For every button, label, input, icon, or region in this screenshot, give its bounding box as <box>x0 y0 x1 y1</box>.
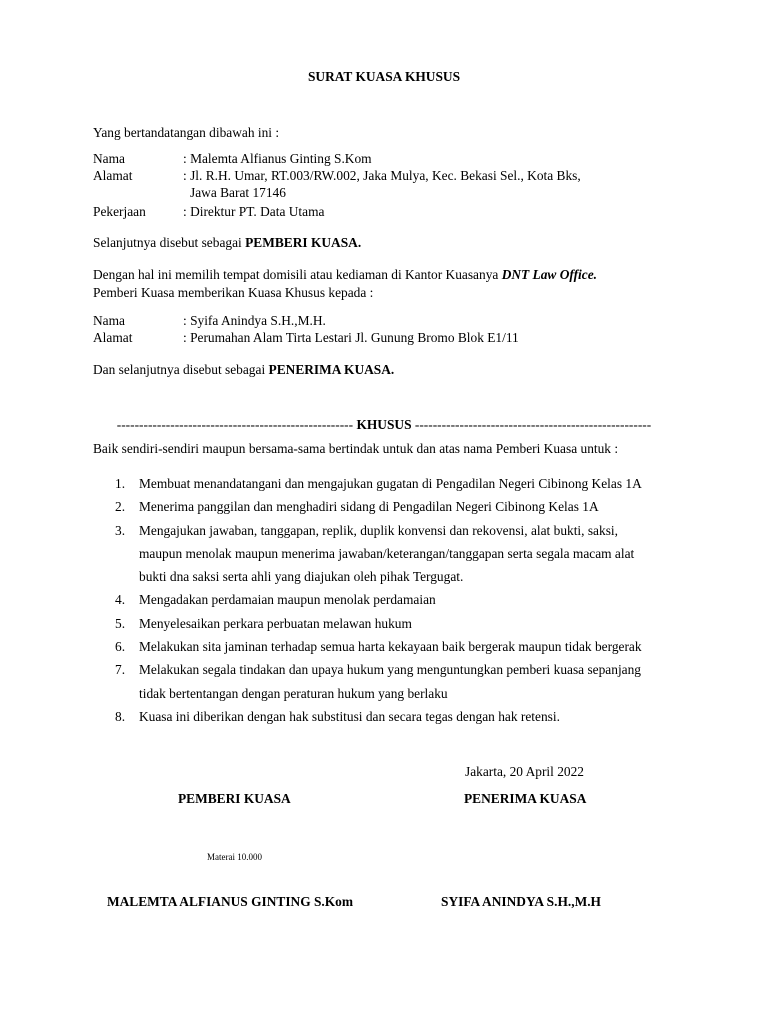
document-title: SURAT KUASA KHUSUS <box>307 69 461 84</box>
power-number: 2. <box>115 499 126 515</box>
grantor-signature-heading: PEMBERI KUASA <box>178 791 291 806</box>
domicile-line <box>93 266 597 283</box>
grantor-name-label: Nama <box>93 151 125 166</box>
grantor-reference-text: Selanjutnya disebut sebagai <box>93 235 246 250</box>
power-number: 3. <box>115 522 126 538</box>
grantor-address-value: : Jl. R.H. Umar, RT.003/RW.002, Jaka Mulya, Kec. Bekasi Sel., Kota Bks, <box>183 168 581 183</box>
power-number: 8. <box>115 708 126 724</box>
grantee-name-row <box>93 312 326 329</box>
power-text-line: Melakukan sita jaminan terhadap semua harta kekayaan baik bergerak maupun tidak bergerak <box>139 639 642 655</box>
khusus-separator <box>92 416 676 433</box>
grantor-job-label: Pekerjaan <box>93 204 146 219</box>
power-number: 4. <box>115 592 126 608</box>
power-text-line: Melakukan segala tindakan dan upaya hukum yang menguntungkan pemberi kuasa sepanjang <box>139 662 641 678</box>
power-text-line: bukti dna saksi serta ahli yang diajukan oleh pihak Tergugat. <box>139 569 464 585</box>
power-text-line: Kuasa ini diberikan dengan hak substitusi dan secara tegas dengan hak retensi. <box>139 708 560 724</box>
grantor-name-value: : Malemta Alfianus Ginting S.Kom <box>183 151 372 166</box>
power-item <box>93 612 693 635</box>
grantee-address-row <box>93 329 519 346</box>
power-text-line: maupun menolak maupun menerima jawaban/keterangan/tanggapan serta segala macam alat <box>139 545 635 561</box>
power-text-line: Menerima panggilan dan menghadiri sidang di Pengadilan Negeri Cibinong Kelas 1A <box>139 499 599 515</box>
grantee-address-label: Alamat <box>93 330 133 345</box>
power-item <box>93 472 693 495</box>
place-date: Jakarta, 20 April 2022 <box>465 764 585 779</box>
power-number: 6. <box>115 639 126 655</box>
power-item <box>93 635 693 658</box>
stamp-duty-note: Materai 10.000 <box>207 852 262 862</box>
separator-dashes-right: ----------------------------------------------------- <box>414 417 652 432</box>
power-item <box>93 519 693 589</box>
grantor-reference-term: PEMBERI KUASA. <box>245 235 362 250</box>
grantor-address-row <box>93 167 581 184</box>
power-text-line: Menyelesaikan perkara perbuatan melawan hukum <box>139 615 412 631</box>
grantee-address-value: : Perumahan Alam Tirta Lestari Jl. Gunung Bromo Blok E1/11 <box>183 330 519 345</box>
grantor-job-value: : Direktur PT. Data Utama <box>183 204 325 219</box>
action-intro: Baik sendiri-sendiri maupun bersama-sama bertindak untuk dan atas nama Pemberi Kuasa untuk : <box>93 441 619 456</box>
grantor-address-continuation: Jawa Barat 17146 <box>190 185 286 200</box>
separator-word: KHUSUS <box>356 417 412 432</box>
power-number: 5. <box>115 615 126 631</box>
power-text-line: Mengadakan perdamaian maupun menolak perdamaian <box>139 592 436 608</box>
grantor-job-row <box>93 203 324 220</box>
power-number: 1. <box>115 476 126 491</box>
power-text-line: tidak bertentangan dengan peraturan hukum yang berlaku <box>139 685 448 701</box>
power-text-line: Membuat menandatangani dan mengajukan gugatan di Pengadilan Negeri Cibinong Kelas 1A <box>139 476 642 491</box>
law-office-name: DNT Law Office. <box>501 267 598 282</box>
grantor-name-row <box>93 150 372 167</box>
grantee-name-label: Nama <box>93 313 125 328</box>
intro-text: Yang bertandatangan dibawah ini : <box>93 125 280 140</box>
grantee-reference <box>93 361 394 378</box>
power-number: 7. <box>115 662 126 678</box>
power-item <box>93 705 693 728</box>
grant-line: Pemberi Kuasa memberikan Kuasa Khusus kepada : <box>93 285 374 300</box>
grantor-signature-name: MALEMTA ALFIANUS GINTING S.Kom <box>107 894 354 909</box>
grantee-name-value: : Syifa Anindya S.H.,M.H. <box>183 313 326 328</box>
grantee-reference-text: Dan selanjutnya disebut sebagai <box>93 362 269 377</box>
grantee-reference-term: PENERIMA KUASA. <box>268 362 395 377</box>
grantor-reference <box>93 234 361 251</box>
grantor-address-label: Alamat <box>93 168 133 183</box>
power-item <box>93 495 693 518</box>
power-text-line: Mengajukan jawaban, tanggapan, replik, duplik konvensi dan rekovensi, alat bukti, saksi, <box>139 522 618 538</box>
grantee-signature-heading: PENERIMA KUASA <box>464 791 587 806</box>
grantee-signature-name: SYIFA ANINDYA S.H.,M.H <box>441 894 601 909</box>
separator-dashes-left: ----------------------------------------------------- <box>116 417 354 432</box>
domicile-text: Dengan hal ini memilih tempat domisili atau kediaman di Kantor Kuasanya <box>93 267 502 282</box>
powers-list <box>93 472 693 728</box>
power-item <box>93 658 693 705</box>
power-item <box>93 588 693 611</box>
